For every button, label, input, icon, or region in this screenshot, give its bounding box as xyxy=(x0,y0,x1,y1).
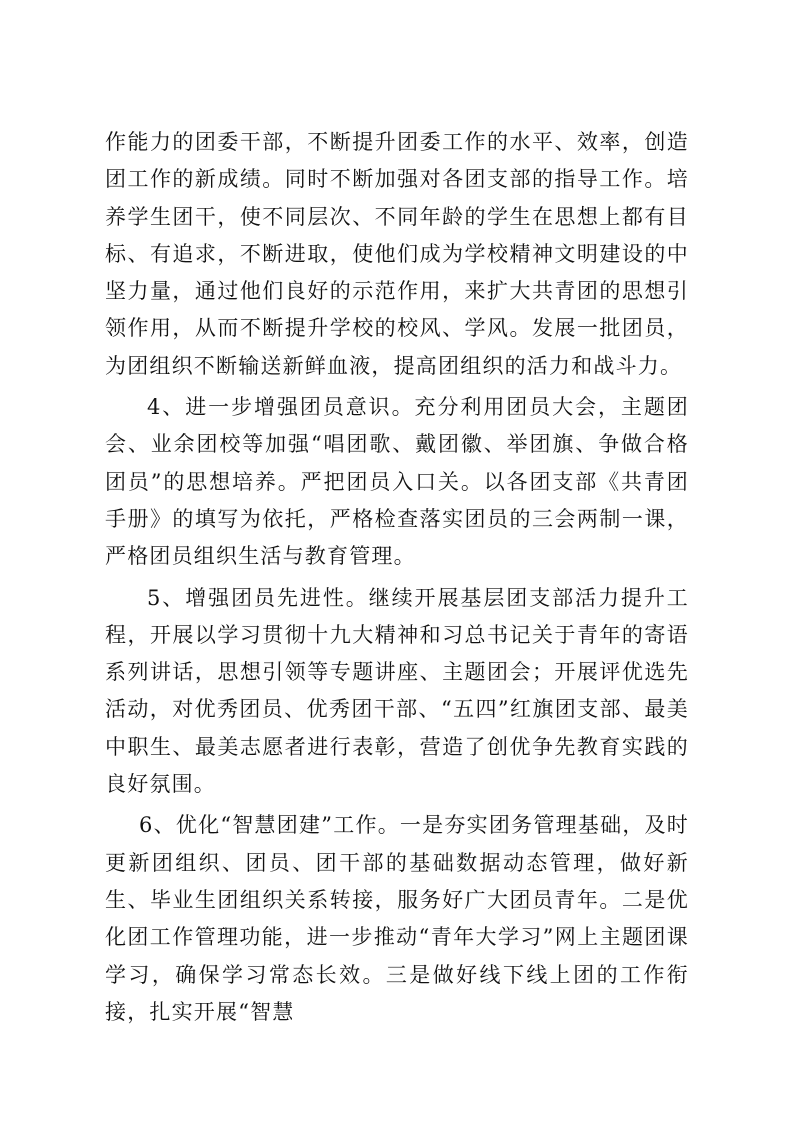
paragraph-item-6: 6、优化“智慧团建”工作。一是夯实团务管理基础，及时更新团组织、团员、团干部的基础数据动态管理，做好新生、毕业生团组织关系转接，服务好广大团员青年。二是优化团工作管理功能，进一步推动“青年大学习”网上主题团课学习，确保学习常态长效。三是做好线下线上团的工作衔接，扎实开展“智慧 xyxy=(105,813,689,1024)
document-body xyxy=(105,124,689,1031)
paragraph-item-4: 4、进一步增强团员意识。充分利用团员大会，主题团会、业余团校等加强“唱团歌、戴团徽、举团旗、争做合格团员”的思想培养。严把团员入口关。以各团支部《共青团手册》的填写为依托，严格检查落实团员的三会两制一课，严格团员组织生活与教育管理。 xyxy=(105,395,689,569)
paragraph-continuation: 作能力的团委干部，不断提升团委工作的水平、效率，创造团工作的新成绩。同时不断加强对各团支部的指导工作。培养学生团干，使不同层次、不同年龄的学生在思想上都有目标、有追求，不断进取，使他们成为学校精神文明建设的中坚力量，通过他们良好的示范作用，来扩大共青团的思想引领作用，从而不断提升学校的校风、学风。发展一批团员，为团组织不断输送新鲜血液，提高团组织的活力和战斗力。 xyxy=(105,130,689,378)
paragraph-item-5: 5、增强团员先进性。继续开展基层团支部活力提升工程，开展以学习贯彻十九大精神和习总书记关于青年的寄语系列讲话，思想引领等专题讲座、主题团会；开展评优选先活动，对优秀团员、优秀团干部、“五四”红旗团支部、最美中职生、最美志愿者进行表彰，营造了创优争先教育实践的良好氛围。 xyxy=(105,585,689,797)
